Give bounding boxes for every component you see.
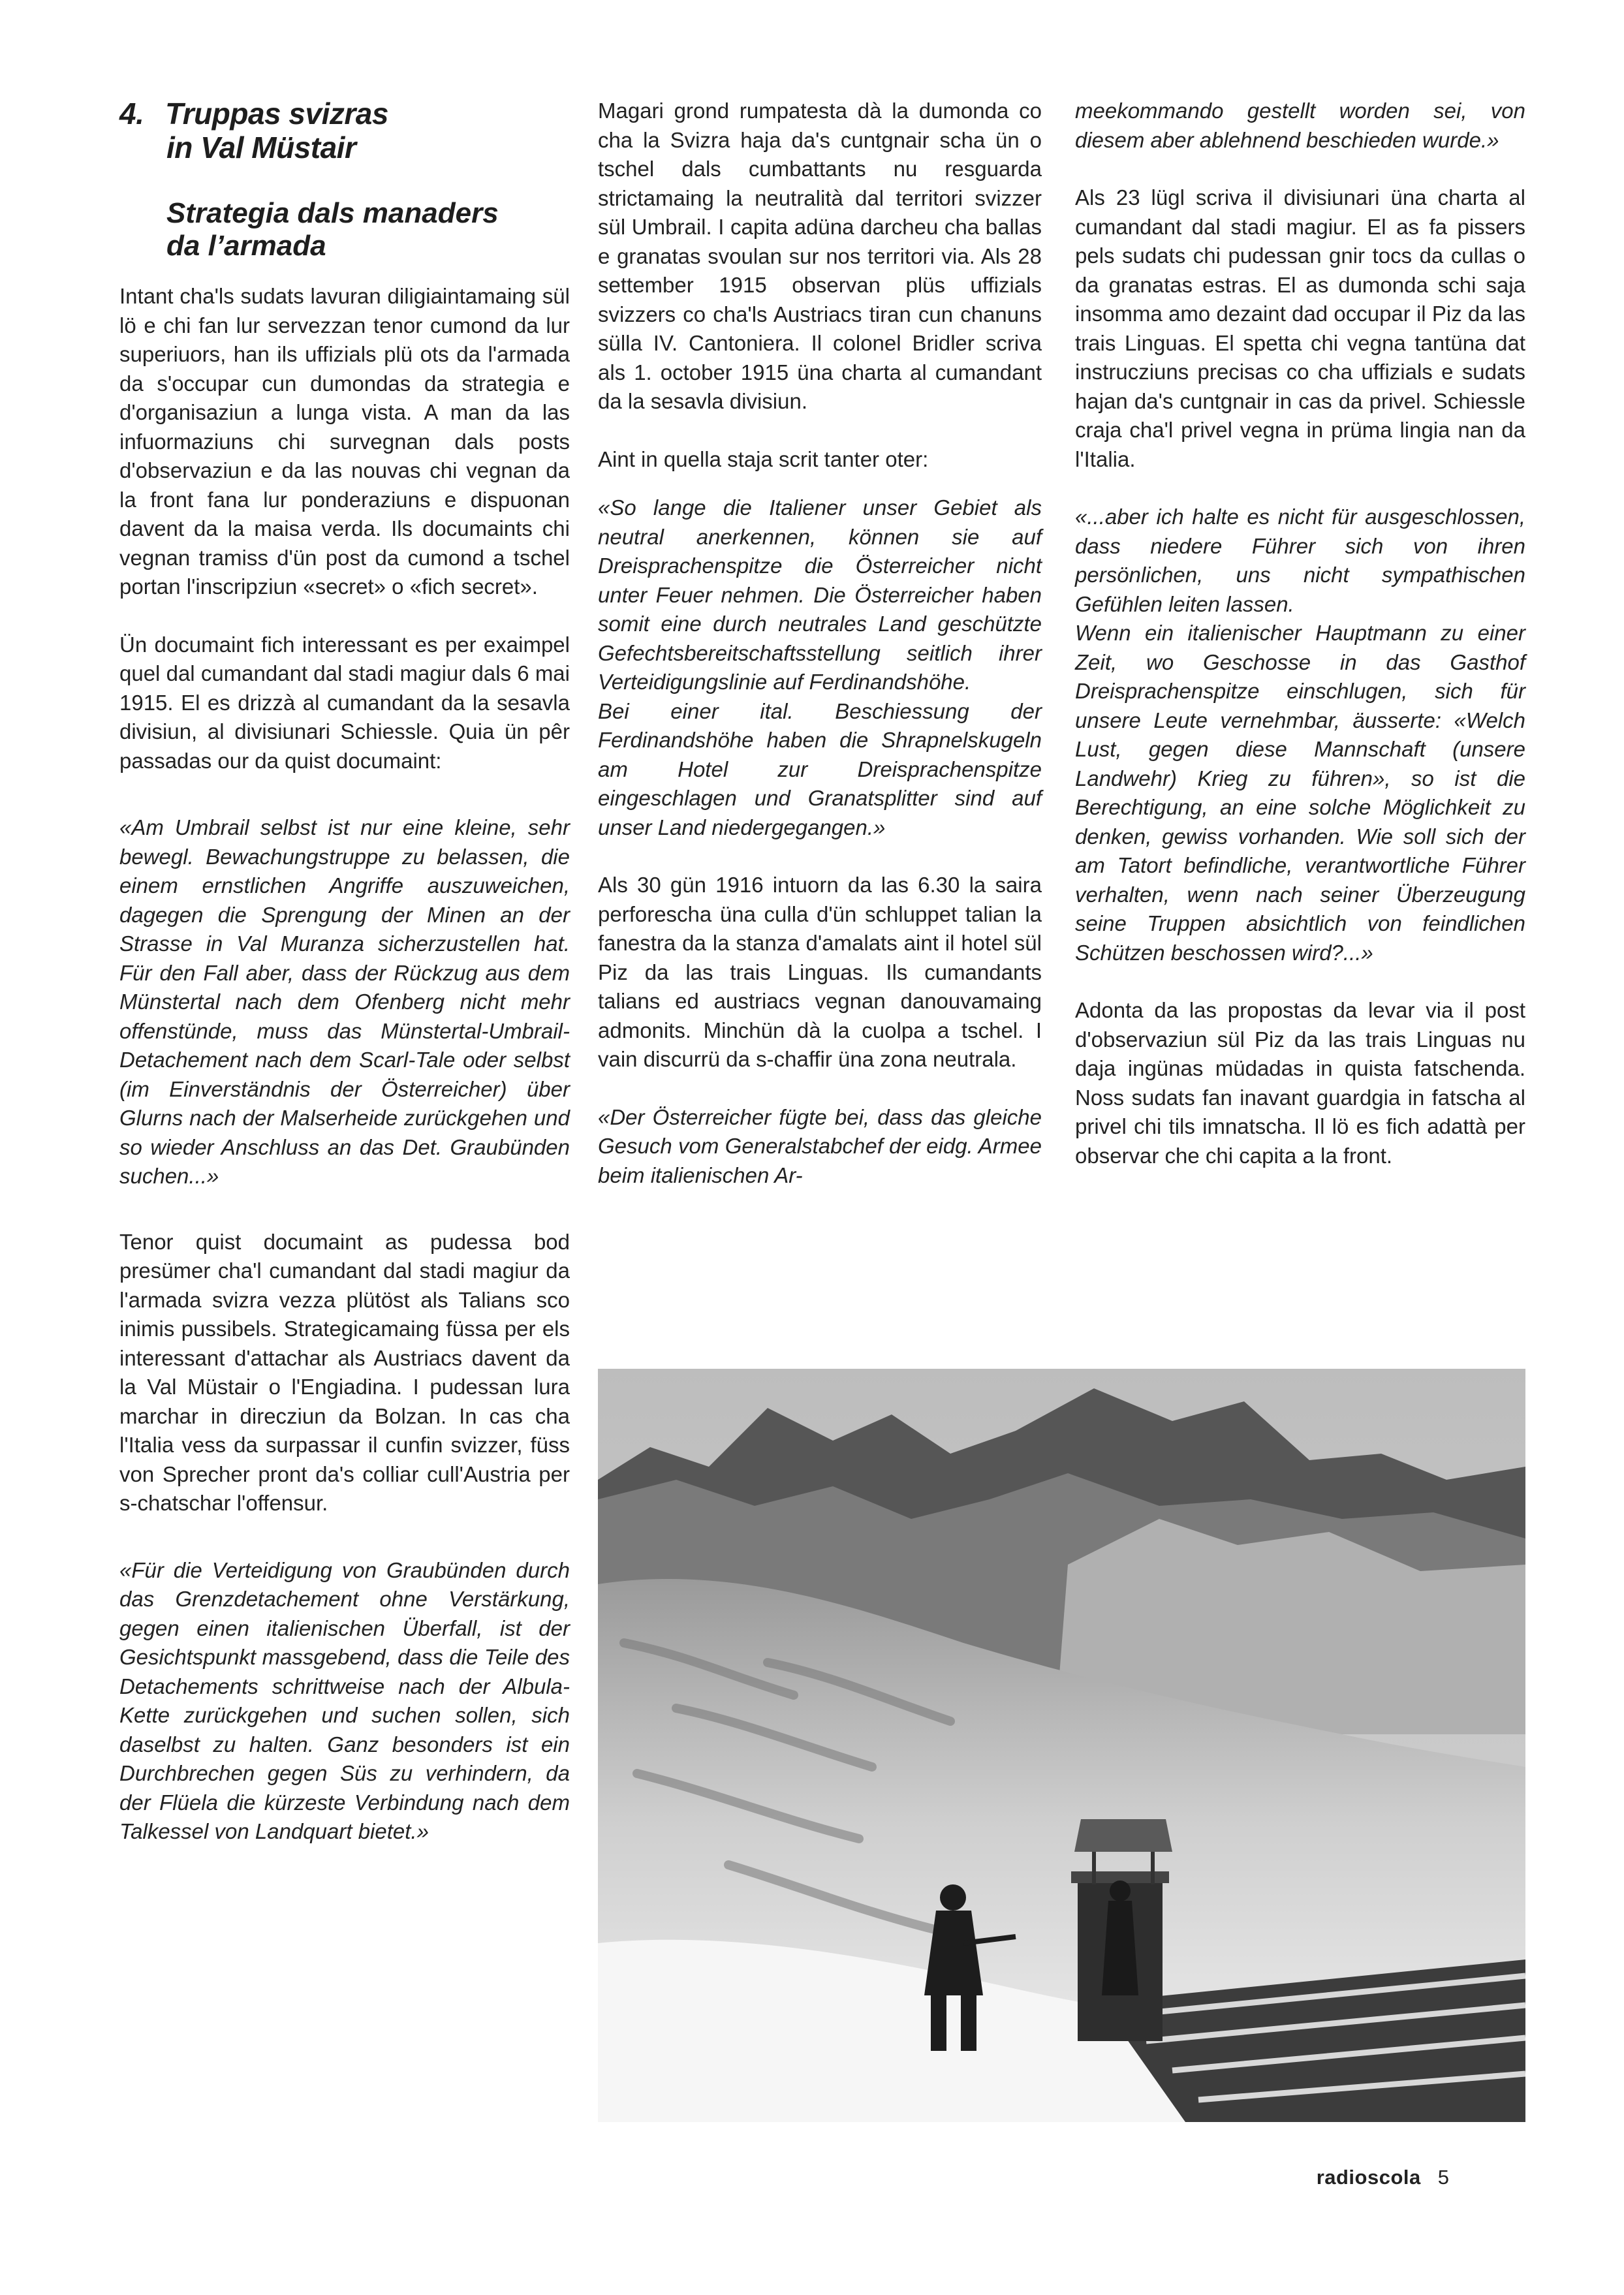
quote: «...aber ich halte es nicht für ausgeschlossen, dass niedere Führer sich von ihren persönlichen, uns nicht sympathischen Gefühlen leiten lassen. xyxy=(1075,505,1525,616)
section-title-line-2: in Val Müstair xyxy=(166,131,356,164)
paragraph: Adonta da las propostas da levar via il post d'observaziun sül Piz da las trais Linguas nu daja ingünas müdadas in quista fatschenda. Noss sudats fan inavant guardgia in fatscha al privel chi tils imnatscha. Il lö es fich adattà per observar che chi capita a la front. xyxy=(1075,998,1525,1168)
column-1 xyxy=(119,97,570,1875)
section-number: 4. xyxy=(119,97,144,131)
quote: Wenn ein italienischer Hauptmann zu einer Zeit, wo Geschosse in das Gasthof Dreisprachenspitze einschlugen, sich für unsere Leute vernehmbar, äusserte: «Welch Lust, gegen diese Mannschaft (unsere Landwehr) Krieg zu führen», so ist die Berechtigung, an eine solche Möglichkeit zu denken, gewiss vorhanden. Wie soll sich der am Tatort befindliche, verantwortliche Führer verhalten, wenn nach seiner Überzeugung seine Truppen absichtlich von feindlichen Schützen beschossen wird?...» xyxy=(1075,621,1525,965)
quote: «Für die Verteidigung von Graubünden durch das Grenzdetachement ohne Verstärkung, gegen einen italienischen Überfall, ist der Gesichtspunkt massgebend, dass die Teile des Detachements schrittweise nach der Albula-Kette zurückgehen und suchen sollen, sich daselbst zu halten. Ganz besonders ist ein Durchbrechen gegen Süs zu verhindern, da der Flüela die kürzeste Verbindung nach dem Talkessel von Landquart bietet.» xyxy=(119,1557,570,1843)
quote: «So lange die Italiener unser Gebiet als neutral anerkennen, können sie auf Dreisprachenspitze die Österreicher nicht unter Feuer nehmen. Die Österreicher haben somit eine durch neutrales Land geschützte Gefechtsbereitschaftsstellung seitlich ihrer Verteidigungslinie auf Ferdinandshöhe. xyxy=(598,495,1042,694)
mountain-outpost-photo xyxy=(598,1369,1525,2122)
paragraph: Aint in quella staja scrit tanter oter: xyxy=(598,446,929,471)
column-2 xyxy=(598,97,1042,1219)
paragraph: Magari grond rumpatesta dà la dumonda co cha la Svizra haja da's cuntgnair scha ün o tschel dals cumbattants nu resguarda strictamaing la neutralità dal territori svizzer sül Umbrail. I capita adüna darcheu cha ballas e granatas svoulan sur nos territori via. Als 28 settember 1915 observan plüs uffizials svizzers co cha'ls Austriacs tiran cun chanuns sülla IV. Cantoniera. Il colonel Bridler scriva als 1. october 1915 üna charta al cumandant da la sesavla divisiun. xyxy=(598,99,1042,413)
paragraph: Intant cha'ls sudats lavuran diligiaintamaing sül lö e chi fan lur servezzan tenor cumond da lur superiuors, han ils uffizials plü ots da l'armada da s'occupar cun dumondas da strategia e d'organisaziun a lunga vista. A man da las infuormaziuns chi survegnan dals posts d'observaziun e da las nouvas chi vegnan da la front fana lur ponderaziuns e dispuonan davent da la maisa verda. Ils documaints chi vegnan tramiss d'ün post da cumond a tschel portan l'inscripziun «secret» o «fich secret». xyxy=(119,284,570,599)
quote: Bei einer ital. Beschiessung der Ferdinandshöhe haben die Shrapnelskugeln am Hotel zur Dreisprachenspitze eingeschlagen und Granatsplitter sind auf unser Land niedergegangen.» xyxy=(598,698,1042,839)
page-footer xyxy=(914,2166,1449,2189)
page-number: 5 xyxy=(1437,2166,1449,2189)
paragraph: Als 23 lügl scriva il divisiunari üna charta al cumandant dal stadi magiur. El as fa pissers pels sudats chi pudessan gnir tocs da cullas o da granatas estras. El as dumonda schi saja insomma amo dezaint dad occupar il Piz da las trais Linguas. El spetta chi vegna tantüna dat instrucziuns precisas co cha uffizials e sudats hajan da's cuntgnair in cas da privel. Schiessle craja cha'l privel vegna in prüma lingia nan da l'Italia. xyxy=(1075,185,1525,471)
paragraph: Als 30 gün 1916 intuorn da las 6.30 la saira perforescha üna culla d'ün schluppet talian la fanestra da la stanza d'amalats aint il hotel sül Piz da las trais Linguas. Ils cumandants talians ed austriacs vegnan danouvamaing admonits. Minchün dà la cuolpa a tschel. I vain discurrü da s-chaffir üna zona neutrala. xyxy=(598,873,1042,1071)
quote: «Der Österreicher fügte bei, dass das gleiche Gesuch vom Generalstabchef der eidg. Armee beim italienischen Ar- xyxy=(598,1104,1042,1187)
section-subtitle-line-2: da l’armada xyxy=(166,230,326,262)
paragraph: Tenor quist documaint as pudessa bod presümer cha'l cumandant dal stadi magiur da l'armada svizra vezza plütöst als Talians sco inimis pussibels. Strategicamaing füssa per els interessant d'attachar als Austriacs davent da la Val Müstair o l'Engiadina. I pudessan lura marchar in direcziun da Bolzan. In cas cha l'Italia vess da surpassar il cunfin svizzer, füss von Sprecher pront da's colliar cull'Austria per s-chatschar l'offensur. xyxy=(119,1229,570,1515)
section-title-line-1: Truppas svizras xyxy=(165,97,388,131)
paragraph: Ün documaint fich interessant es per exaimpel quel dal cumandant dal stadi magiur dals 6 mai 1915. El es drizzà al cumandant da la sesavla divisiun, al divisiunari Schiessle. Quia ün pêr passadas our da quist documaint: xyxy=(119,632,570,773)
quote-continued: meekommando gestellt worden sei, von diesem aber ablehnend beschieden wurde.» xyxy=(1075,99,1525,152)
section-subtitle-line-1: Strategia dals manaders xyxy=(166,197,499,229)
publication-name: radioscola xyxy=(1316,2166,1421,2189)
column-3 xyxy=(1075,97,1525,1199)
section-subtitle xyxy=(166,197,570,262)
quote: «Am Umbrail selbst ist nur eine kleine, sehr bewegl. Bewachungstruppe zu belassen, die einem ernstlichen Angriffe auszuweichen, dagegen die Sprengung der Minen an der Strasse in Val Muranza sicherzustellen hat. Für den Fall aber, dass der Rückzug aus dem Münstertal nach dem Ofenberg nicht mehr offenstünde, muss das Münstertal-Umbrail-Detachement nach dem Scarl-Tale oder selbst (im Einverständnis der Österreicher) über Glurns nach der Malserheide zurückgehen und so wieder Anschluss an das Det. Graubünden suchen...» xyxy=(119,815,570,1188)
section-title xyxy=(119,97,570,164)
